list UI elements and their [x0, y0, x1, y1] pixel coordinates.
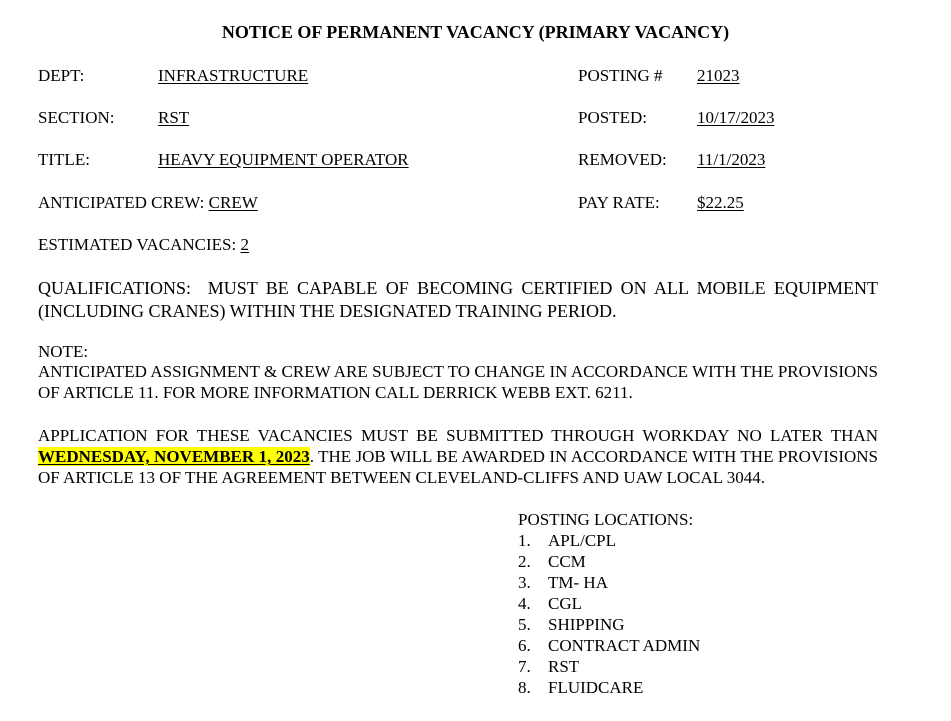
vacancies-line [38, 235, 249, 255]
pay-rate-value: $22.25 [697, 193, 744, 212]
qualifications-label: QUALIFICATIONS: [38, 278, 191, 298]
location-name: TM- HA [548, 573, 608, 592]
location-number: 6. [518, 636, 531, 655]
location-item [518, 530, 700, 551]
section-value: RST [158, 108, 190, 127]
title-label: TITLE: [38, 150, 90, 169]
posted-value: 10/17/2023 [697, 108, 775, 127]
location-number: 4. [518, 594, 531, 613]
removed-value: 11/1/2023 [697, 150, 766, 169]
pay-rate-label: PAY RATE: [578, 193, 660, 212]
removed-label: REMOVED: [578, 150, 667, 169]
vacancies-label: ESTIMATED VACANCIES: [38, 235, 237, 254]
posted-label: POSTED: [578, 108, 647, 127]
location-name: APL/CPL [548, 531, 617, 550]
crew-line [38, 193, 258, 213]
location-item [518, 656, 700, 677]
locations-heading: POSTING LOCATIONS: [518, 510, 694, 529]
crew-value: CREW [208, 193, 258, 212]
crew-label: ANTICIPATED CREW: [38, 193, 205, 212]
qualifications-text: MUST BE CAPABLE OF BECOMING CERTIFIED ON ALL MOBILE EQUIPMENT (INCLUDING CRANES) WITHIN THE DESIGNATED TRAINING PERIOD. [38, 278, 879, 321]
location-number: 1. [518, 531, 531, 550]
dept-label: DEPT: [38, 66, 85, 85]
note-text: ANTICIPATED ASSIGNMENT & CREW ARE SUBJECT TO CHANGE IN ACCORDANCE WITH THE PROVISIONS OF ARTICLE 11. FOR MORE INFORMATION CALL DERRICK WEBB EXT. 6211. [38, 362, 878, 402]
location-item [518, 635, 700, 656]
location-number: 5. [518, 615, 531, 634]
location-name: CGL [548, 594, 582, 613]
note-label: NOTE: [38, 342, 89, 361]
notice-title: NOTICE OF PERMANENT VACANCY (PRIMARY VACANCY) [221, 22, 730, 42]
application-text-before: APPLICATION FOR THESE VACANCIES MUST BE SUBMITTED THROUGH WORKDAY NO LATER THAN [38, 426, 878, 445]
location-number: 7. [518, 657, 531, 676]
application-deadline: WEDNESDAY, NOVEMBER 1, 2023 [38, 447, 310, 466]
posting-value: 21023 [697, 66, 740, 85]
posting-label: POSTING # [578, 66, 663, 85]
location-item [518, 551, 700, 572]
locations-list [518, 530, 700, 698]
location-item [518, 677, 700, 698]
location-item [518, 614, 700, 635]
location-number: 2. [518, 552, 531, 571]
location-item [518, 593, 700, 614]
qualifications-paragraph [38, 277, 878, 323]
location-name: RST [548, 657, 580, 676]
application-paragraph [38, 425, 878, 488]
location-item [518, 572, 700, 593]
location-number: 3. [518, 573, 531, 592]
location-name: CONTRACT ADMIN [548, 636, 701, 655]
dept-value: INFRASTRUCTURE [158, 66, 309, 85]
location-name: SHIPPING [548, 615, 625, 634]
location-name: FLUIDCARE [548, 678, 644, 697]
location-number: 8. [518, 678, 531, 697]
vacancies-value: 2 [240, 235, 249, 254]
location-name: CCM [548, 552, 586, 571]
application-text-after: . THE JOB WILL BE AWARDED IN ACCORDANCE WITH THE PROVISIONS OF ARTICLE 13 OF THE AGREEMENT BETWEEN CLEVELAND-CLIFFS AND UAW LOCAL 3044. [38, 447, 879, 487]
title-value: HEAVY EQUIPMENT OPERATOR [158, 150, 409, 169]
section-label: SECTION: [38, 108, 115, 127]
